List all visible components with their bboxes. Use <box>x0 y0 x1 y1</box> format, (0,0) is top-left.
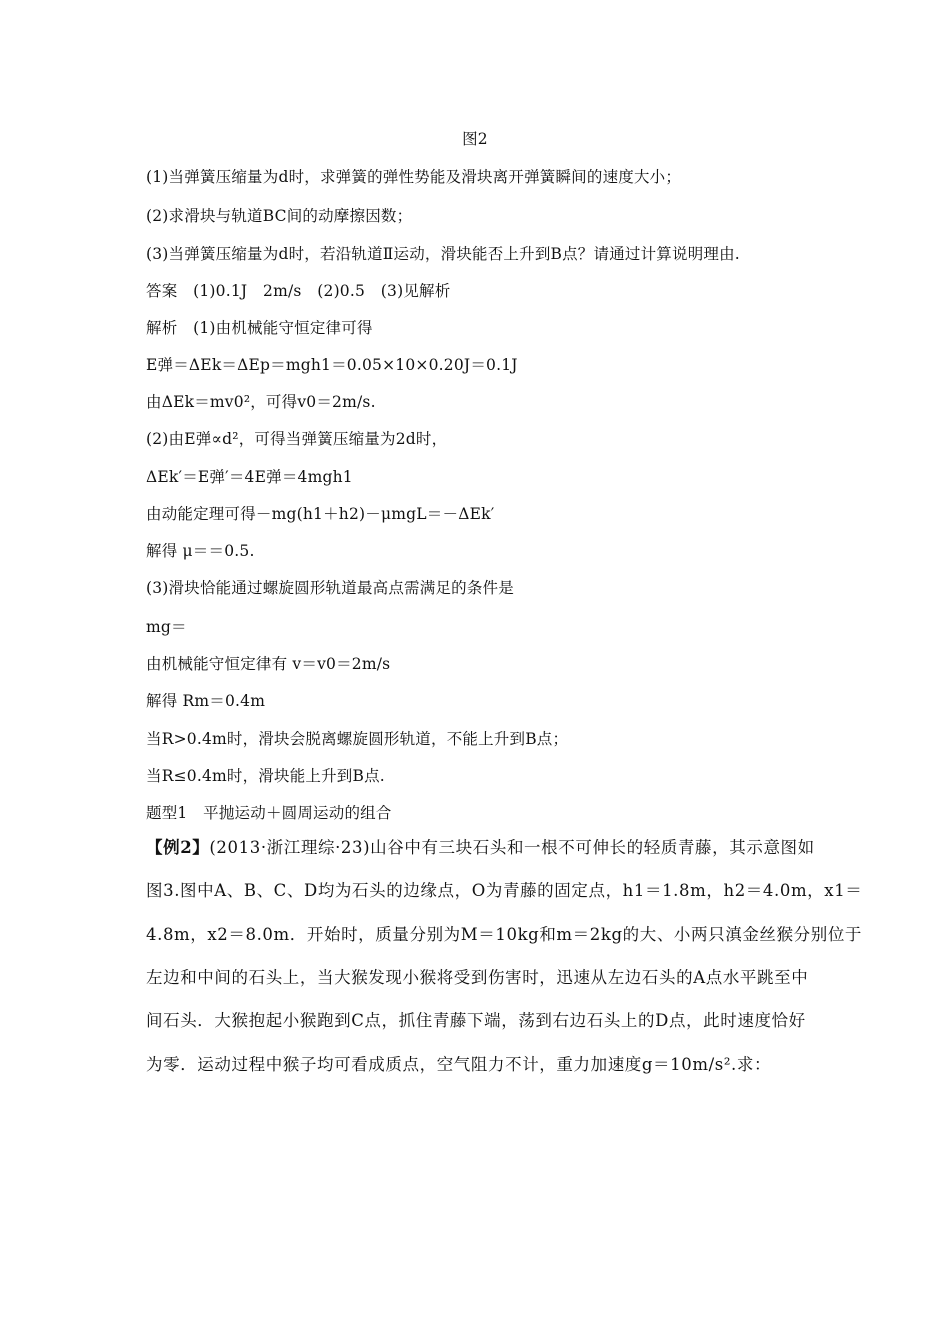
section-title: 题型1 平抛运动＋圆周运动的组合 <box>146 804 392 822</box>
example-text: (2013·浙江理综·23)山谷中有三块石头和一根不可伸长的轻质青藤，其示意图如 <box>209 838 815 857</box>
example-line: 左边和中间的石头上，当大猴发现小猴将受到伤害时，迅速从左边石头的A点水平跳至中 <box>146 968 809 987</box>
analysis-line: 由ΔEk＝mv0²，可得v0＝2m/s. <box>146 393 376 411</box>
analysis-line: 当R>0.4m时，滑块会脱离螺旋圆形轨道，不能上升到B点； <box>146 730 569 748</box>
question-2: (2)求滑块与轨道BC间的动摩擦因数； <box>146 207 413 225</box>
analysis-line: E弹＝ΔEk＝ΔEp＝mgh1＝0.05×10×0.20J＝0.1J <box>146 356 518 374</box>
analysis-line: 由动能定理可得－mg(h1＋h2)－μmgL＝－ΔEk′ <box>146 505 495 523</box>
figure-caption: 图2 <box>462 130 488 148</box>
analysis-line: 解析 (1)由机械能守恒定律可得 <box>146 319 373 337</box>
example-line: 4.8m，x2＝8.0m．开始时，质量分别为M＝10kg和m＝2kg的大、小两只滇金丝猴分别位于 <box>146 925 863 944</box>
analysis-line: 由机械能守恒定律有 v＝v0＝2m/s <box>146 655 391 673</box>
example-label: 【例2】 <box>146 838 210 857</box>
analysis-line: mg＝ <box>146 618 187 636</box>
analysis-line: (3)滑块恰能通过螺旋圆形轨道最高点需满足的条件是 <box>146 579 514 597</box>
question-1: (1)当弹簧压缩量为d时，求弹簧的弹性势能及滑块离开弹簧瞬间的速度大小； <box>146 168 682 186</box>
analysis-line: (2)由E弹∝d²，可得当弹簧压缩量为2d时， <box>146 430 448 448</box>
example-first-line <box>146 838 815 858</box>
analysis-line: 当R≤0.4m时，滑块能上升到B点. <box>146 767 385 785</box>
answer-line: 答案 (1)0.1J 2m/s (2)0.5 (3)见解析 <box>146 282 451 300</box>
analysis-line: ΔEk′＝E弹′＝4E弹＝4mgh1 <box>146 468 353 486</box>
analysis-line: 解得 μ＝＝0.5. <box>146 542 255 560</box>
example-line: 间石头．大猴抱起小猴跑到C点，抓住青藤下端，荡到右边石头上的D点，此时速度恰好 <box>146 1011 806 1030</box>
example-line: 为零．运动过程中猴子均可看成质点，空气阻力不计，重力加速度g＝10m/s².求： <box>146 1055 772 1074</box>
question-3: (3)当弹簧压缩量为d时，若沿轨道Ⅱ运动，滑块能否上升到B点？请通过计算说明理由. <box>146 245 740 263</box>
analysis-line: 解得 Rm＝0.4m <box>146 692 266 710</box>
example-line: 图3.图中A、B、C、D均为石头的边缘点，O为青藤的固定点，h1＝1.8m，h2＝4.0m，x1＝ <box>146 881 863 900</box>
